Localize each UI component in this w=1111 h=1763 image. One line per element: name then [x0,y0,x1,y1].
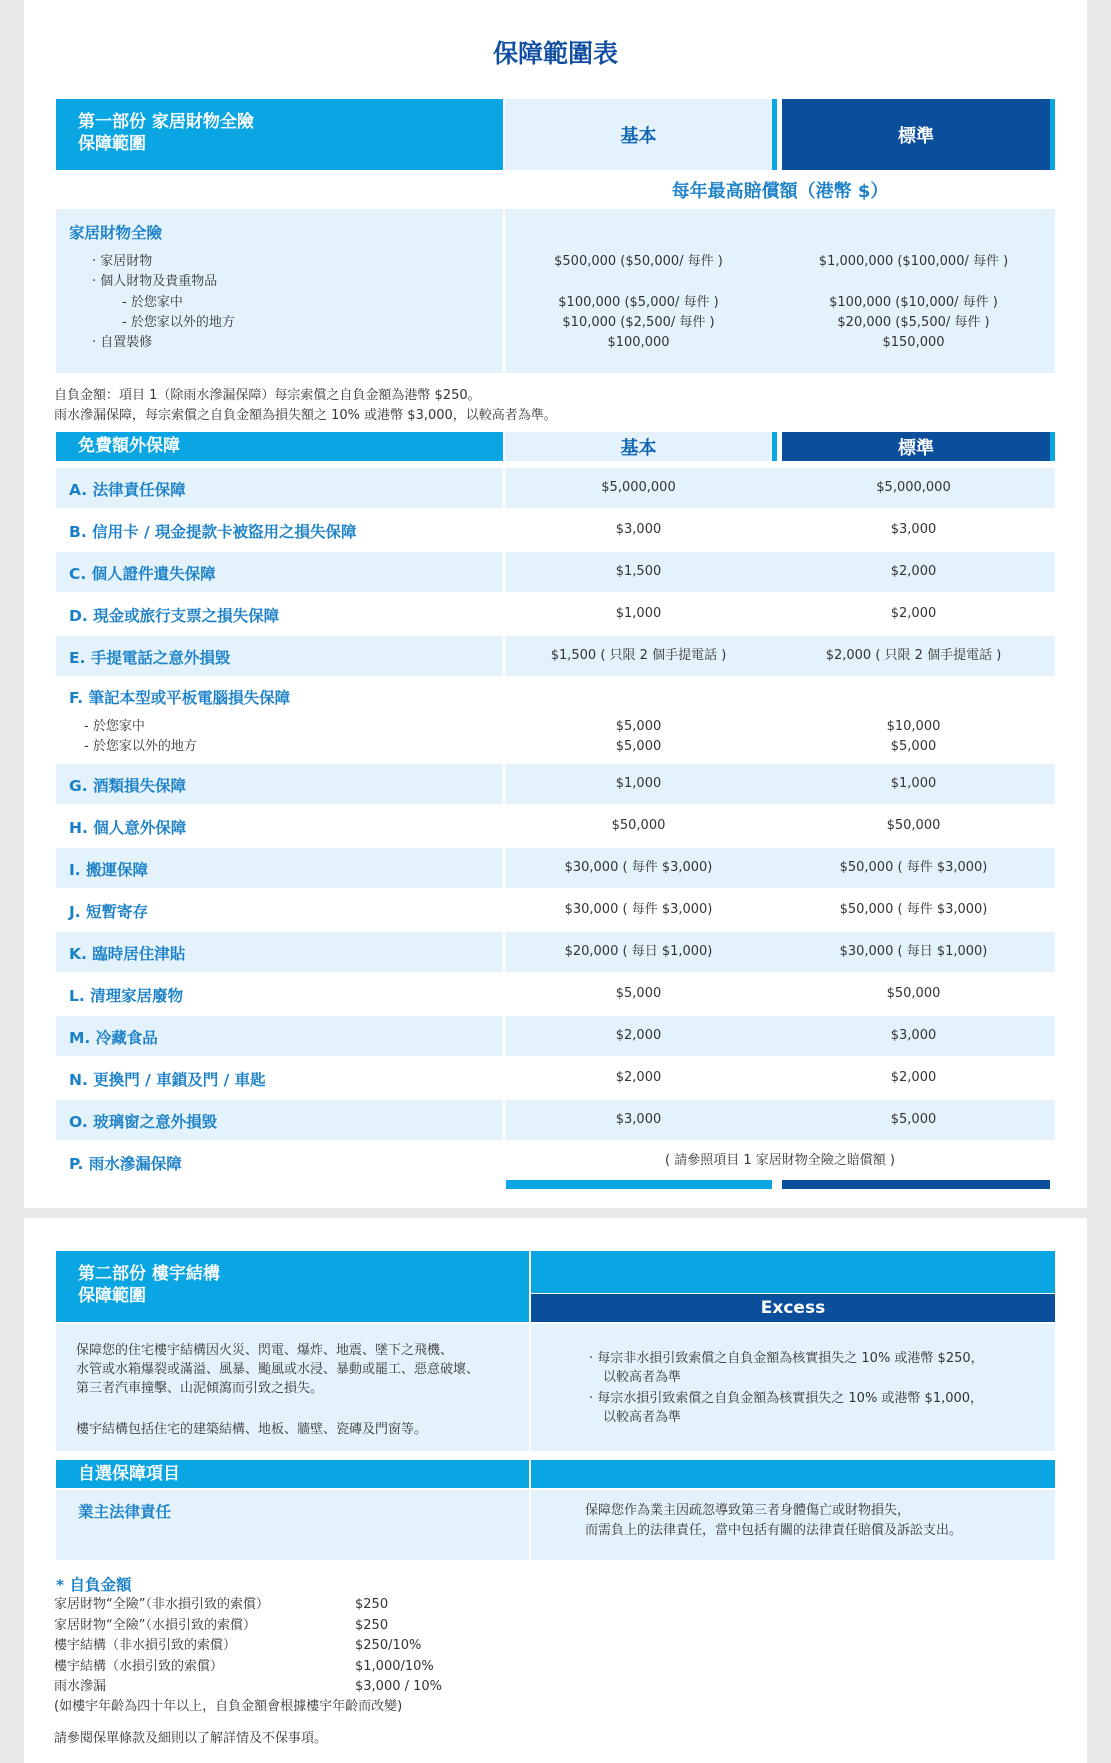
deductible-title: * 自負金額 [56,1576,132,1594]
table-row-label-cell [56,678,503,762]
basic-value: $500,000 ($50,000/ 每件 ) [554,254,723,269]
table-row-label-cell [56,764,503,804]
part2-desc-line: 樓宇結構包括住宅的建築結構、地板、牆壁、瓷磚及門窗等。 [76,1422,428,1437]
max-comp-header [505,172,1055,208]
part1-title-cell [56,99,503,170]
table-row-basic-cell [505,468,772,508]
section1-left [56,209,503,373]
optional-title: 自選保障項目 [78,1464,180,1484]
table-row-merged-value: ( 請參照項目 1 家居財物全險之賠償額 ) [665,1153,895,1168]
table-row-label: P. 雨水滲漏保障 [69,1155,182,1173]
table-row-label: E. 手提電話之意外損毀 [69,649,231,667]
table-row-basic-value: $3,000 [615,1112,662,1127]
excess-item: 以較高者為準 [603,1410,682,1425]
footer-note: 請參閱保單條款及細則以了解詳情及不保事項。 [54,1731,328,1746]
table-row-standard-value: $2,000 [890,1070,937,1085]
optional-desc: 而需負上的法律責任，當中包括有關的法律責任賠償及訴訟支出。 [585,1523,963,1538]
extra-col-basic-label: 基本 [620,437,657,459]
stripe [1050,432,1055,461]
table-row-standard-value: $50,000 [886,986,941,1001]
table-row-basic-value: $5,000 [615,739,662,754]
deductible-row-label: 雨水滲漏 [54,1679,107,1694]
section1-item: · 個人財物及貴重物品 [92,274,218,289]
table-row-standard-cell [772,890,1055,930]
part1-title-line2: 保障範圍 [78,134,146,154]
basic-value: $100,000 ($5,000/ 每件 ) [558,295,719,310]
table-row-standard-value: $2,000 [890,606,937,621]
table-row-label: L. 清理家居廢物 [69,987,184,1005]
section1-item: - 於您家以外的地方 [122,315,235,330]
standard-value: $20,000 ($5,500/ 每件 ) [837,315,990,330]
table-row-label: H. 個人意外保障 [69,819,187,837]
optional-right [531,1490,1055,1560]
basic-value: $10,000 ($2,500/ 每件 ) [562,315,715,330]
standard-value: $1,000,000 ($100,000/ 每件 ) [818,254,1009,269]
optional-left [56,1490,529,1560]
excess-content [531,1324,1055,1451]
stripe [772,432,777,461]
page-title: 保障範圍表 [492,39,618,68]
table-row-standard-value: $5,000 [890,739,937,754]
table-row-basic-cell [505,552,772,592]
section1-item: · 自置裝修 [92,335,153,350]
table-row-basic-cell [505,806,772,846]
extra-title: 免費額外保障 [78,436,180,456]
optional-desc: 保障您作為業主因疏忽導致第三者身體傷亡或財物損失， [585,1503,911,1518]
part2-desc-line: 水管或水箱爆裂或滿溢、風暴、颱風或水浸、暴動或罷工、惡意破壞、 [76,1362,480,1377]
table-row-basic-value: $1,500 ( 只限 2 個手提電話 ) [550,648,727,663]
table-row-standard-cell [772,510,1055,550]
deductible-row-label: 樓宇結構（水損引致的索償） [54,1658,224,1674]
table-row-standard-cell [772,974,1055,1014]
table-row-basic-value: $2,000 [615,1070,662,1085]
deductible-row-value: $250 [355,1617,389,1633]
section1-standard [772,209,1055,373]
table-row-basic-cell [505,1016,772,1056]
table-row-standard-cell [772,594,1055,634]
table-row-basic-cell [505,848,772,888]
table-row-basic-cell [505,932,772,972]
part2-title-line1: 第二部份 樓宇結構 [78,1264,220,1284]
table-row-standard-cell [772,848,1055,888]
table-row-sublabel: - 於您家中 [84,719,145,734]
table-row-basic-value: $30,000 ( 每件 $3,000) [564,902,713,917]
table-row-basic-value: $1,500 [615,564,662,579]
table-row-basic-cell [505,890,772,930]
standard-bottom-bar [782,1180,1050,1189]
optional-title-cell [56,1460,529,1488]
table-row-basic-cell [505,974,772,1014]
table-row-standard-value: $5,000,000 [876,480,951,495]
table-row-basic-cell [505,510,772,550]
table-row-standard-cell [772,552,1055,592]
deductible-row-value: $1,000/10% [355,1658,434,1674]
table-row-sublabel: - 於您家以外的地方 [84,739,197,754]
table-row-label: D. 現金或旅行支票之損失保障 [69,607,280,625]
table-row-label: F. 筆記本型或平板電腦損失保障 [69,689,291,707]
table-row-basic-cell [505,678,772,762]
col-basic-label: 基本 [620,125,657,147]
table-row-label: K. 臨時居住津貼 [69,945,186,963]
table-row-label: N. 更換門 / 車鎖及門 / 車匙 [69,1071,266,1089]
excess-header [531,1294,1055,1322]
table-row-label-cell [56,552,503,592]
table-row-label: G. 酒類損失保障 [69,777,187,795]
standard-value: $100,000 ($10,000/ 每件 ) [829,295,998,310]
table-row-label-cell [56,1016,503,1056]
table-row-standard-value: $5,000 [890,1112,937,1127]
excess-header-top [531,1251,1055,1293]
table-row-basic-value: $30,000 ( 每件 $3,000) [564,860,713,875]
part2-desc [56,1324,529,1451]
table-row-standard-value: $2,000 ( 只限 2 個手提電話 ) [825,648,1002,663]
table-row-label-cell [56,468,503,508]
table-row-basic-value: $1,000 [615,776,662,791]
table-row-standard-value: $3,000 [890,1028,937,1043]
section1-item: · 家居財物 [92,254,153,269]
table-row-merged-cell [505,1142,1055,1178]
deductible-row-label: 樓宇結構（非水損引致的索償） [54,1638,237,1653]
table-row-basic-value: $5,000,000 [601,480,676,495]
table-row-basic-value: $2,000 [615,1028,662,1043]
table-row-standard-value: $1,000 [890,776,937,791]
deductible-row-label: 家居財物“全險”（水損引致的索償） [54,1617,256,1633]
table-row-label-cell [56,932,503,972]
table-row-basic-value: $5,000 [615,719,662,734]
table-row-label: A. 法律責任保障 [69,481,186,499]
table-row-label: J. 短暫寄存 [69,903,149,921]
table-row-basic-value: $20,000 ( 每日 $1,000) [564,944,713,959]
table-row-label-cell [56,848,503,888]
table-row-label-cell [56,974,503,1014]
table-row-standard-cell [772,678,1055,762]
basic-bottom-bar [506,1180,772,1189]
deductible-row-value: $250 [355,1597,389,1612]
table-row-label-cell [56,510,503,550]
table-row-label-cell [56,1100,503,1140]
part1-title-line1: 第一部份 家居財物全險 [78,112,254,132]
table-row-basic-cell [505,1100,772,1140]
table-row-standard-cell [772,764,1055,804]
table-row-label: M. 冷藏食品 [69,1029,158,1047]
table-row-label-cell [56,890,503,930]
section1-label: 家居財物全險 [69,224,163,242]
deductible-age-note: (如樓宇年齡為四十年以上，自負金額會根據樓宇年齡而改變) [54,1699,403,1714]
optional-title-right [531,1460,1055,1488]
standard-value: $150,000 [882,335,945,350]
table-row-standard-cell [772,932,1055,972]
part2-title-line2: 保障範圍 [78,1286,146,1306]
excess-item: · 每宗水損引致索償之自負金額為核實損失之 10% 或港幣 $1,000， [589,1391,984,1406]
table-row-basic-value: $5,000 [615,986,662,1001]
table-row-standard-cell [772,1058,1055,1098]
extra-col-standard-label: 標準 [898,437,934,459]
extra-col-standard [782,432,1050,461]
table-row-label: I. 搬運保障 [69,861,149,879]
section1-item: - 於您家中 [122,295,183,310]
table-row-standard-cell [772,806,1055,846]
table-row-basic-cell [505,1058,772,1098]
excess-header-label: Excess [760,1298,826,1318]
table-row-label-cell [56,1058,503,1098]
table-row-standard-cell [772,468,1055,508]
basic-value: $100,000 [607,335,670,350]
part2-title-cell [56,1251,529,1322]
deductible-note-2: 雨水滲漏保障，每宗索償之自負金額為損失額之 10% 或港幣 $3,000，以較高者為準。 [54,408,557,423]
extra-title-cell [56,432,503,461]
table-row-standard-cell [772,1100,1055,1140]
table-row-standard-value: $50,000 [886,818,941,833]
table-row-label-cell [56,1142,503,1178]
deductible-row-label: 家居財物“全險”（非水損引致的索償） [54,1597,269,1612]
deductible-row-value: $3,000 / 10% [355,1679,443,1694]
table-row-label: B. 信用卡 / 現金提款卡被盜用之損失保障 [69,523,357,541]
table-row-basic-cell [505,636,772,676]
table-row-standard-cell [772,636,1055,676]
excess-item: 以較高者為準 [603,1370,682,1385]
table-row-standard-cell [772,1016,1055,1056]
excess-item: · 每宗非水損引致索償之自負金額為核實損失之 10% 或港幣 $250， [589,1351,984,1366]
table-row-standard-value: $2,000 [890,564,937,579]
table-row-label: O. 玻璃窗之意外損毀 [69,1113,218,1131]
deductible-row-value: $250/10% [355,1638,422,1653]
table-row-label-cell [56,594,503,634]
part2-desc-line: 保障您的住宅樓宇結構因火災、閃電、爆炸、地震、墜下之飛機、 [76,1343,454,1358]
table-row-basic-value: $50,000 [611,818,666,833]
col-standard-label: 標準 [898,125,934,147]
extra-col-basic [505,432,772,461]
table-row-standard-value: $30,000 ( 每日 $1,000) [839,944,988,959]
section1-basic [505,209,772,373]
col-standard-header [782,99,1050,170]
stripe [1050,99,1055,170]
table-row-label-cell [56,806,503,846]
table-row-standard-value: $50,000 ( 每件 $3,000) [839,902,988,917]
col-basic-header [505,99,772,170]
optional-item: 業主法律責任 [78,1503,172,1521]
table-row-label: C. 個人證件遺失保障 [69,565,216,583]
table-row-basic-value: $1,000 [615,606,662,621]
stripe [772,99,777,170]
table-row-label-cell [56,636,503,676]
table-row-basic-value: $3,000 [615,522,662,537]
deductible-note-1: 自負金額：項目 1（除雨水滲漏保障）每宗索償之自負金額為港幣 $250。 [54,388,481,403]
table-row-standard-value: $50,000 ( 每件 $3,000) [839,860,988,875]
max-comp-label: 每年最高賠償額（港幣 $） [671,181,889,202]
part2-desc-line: 第三者汽車撞擊、山泥傾瀉而引致之損失。 [76,1381,324,1396]
table-row-standard-value: $3,000 [890,522,937,537]
table-row-basic-cell [505,594,772,634]
table-row-basic-cell [505,764,772,804]
table-row-standard-value: $10,000 [886,719,941,734]
